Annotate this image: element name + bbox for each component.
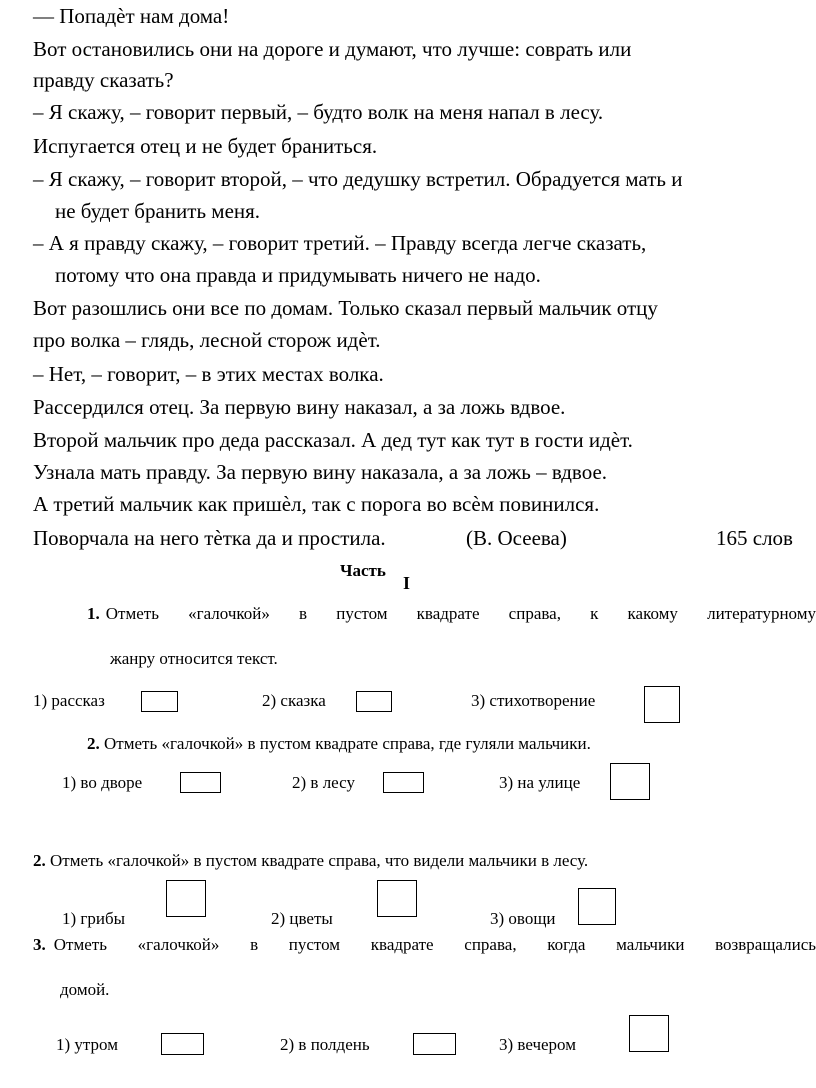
answer-checkbox[interactable] bbox=[356, 691, 392, 712]
story-line: Узнала мать правду. За первую вину наказала, а за ложь – вдвое. bbox=[33, 460, 608, 484]
answer-checkbox[interactable] bbox=[141, 691, 178, 712]
story-line: Испугается отец и не будет браниться. bbox=[33, 134, 378, 158]
question-4-text bbox=[33, 935, 816, 955]
option-label: 2) сказка bbox=[262, 691, 326, 710]
question-text: Отметь «галочкой» в пустом квадрате справа, что видели мальчики в лесу. bbox=[50, 851, 589, 870]
option-label: 3) вечером bbox=[499, 1035, 576, 1054]
story-line: Поворчала на него тѐтка да и простила. bbox=[33, 526, 386, 550]
story-line: не будет бранить меня. bbox=[55, 199, 261, 223]
option-label: 2) в лесу bbox=[292, 773, 355, 792]
option-label: 1) утром bbox=[56, 1035, 118, 1054]
answer-checkbox[interactable] bbox=[377, 880, 417, 917]
answer-checkbox[interactable] bbox=[383, 772, 424, 793]
story-line: – Я скажу, – говорит второй, – что дедушку встретил. Обрадуется мать и bbox=[33, 167, 683, 191]
option-label: 3) стихотворение bbox=[471, 691, 596, 710]
story-line: – Я скажу, – говорит первый, – будто волк на меня напал в лесу. bbox=[33, 100, 604, 124]
story-line: Вот остановились они на дороге и думают, что лучше: соврать или bbox=[33, 37, 632, 61]
answer-checkbox[interactable] bbox=[166, 880, 206, 917]
answer-checkbox[interactable] bbox=[610, 763, 650, 800]
story-line: Вот разошлись они все по домам. Только сказал первый мальчик отцу bbox=[33, 296, 658, 320]
question-1-text-cont: жанру относится текст. bbox=[110, 649, 278, 668]
story-line: правду сказать? bbox=[33, 68, 174, 92]
story-line: потому что она правда и придумывать ничего не надо. bbox=[55, 263, 541, 287]
word-count: 165 слов bbox=[716, 526, 793, 550]
answer-checkbox[interactable] bbox=[161, 1033, 204, 1055]
answer-checkbox[interactable] bbox=[413, 1033, 456, 1055]
story-line: Второй мальчик про деда рассказал. А дед тут как тут в гости идѐт. bbox=[33, 428, 633, 452]
story-line: про волка – глядь, лесной сторож идѐт. bbox=[33, 328, 381, 352]
question-1-text bbox=[87, 604, 816, 624]
story-line: – А я правду скажу, – говорит третий. – Правду всегда легче сказать, bbox=[33, 231, 647, 255]
story-line: А третий мальчик как пришѐл, так с порога во всѐм повинился. bbox=[33, 492, 600, 516]
option-label: 1) рассказ bbox=[33, 691, 105, 710]
story-line: Рассердился отец. За первую вину наказал, а за ложь вдвое. bbox=[33, 395, 566, 419]
answer-checkbox[interactable] bbox=[644, 686, 680, 723]
question-number: 3. bbox=[33, 935, 46, 954]
story-line: — Попадѐт нам дома! bbox=[33, 4, 230, 28]
part-numeral: I bbox=[403, 573, 411, 593]
question-2-text bbox=[87, 734, 591, 754]
option-label: 2) цветы bbox=[271, 909, 333, 928]
answer-checkbox[interactable] bbox=[578, 888, 616, 925]
option-label: 3) овощи bbox=[490, 909, 556, 928]
part-label: Часть bbox=[340, 561, 386, 580]
author: (В. Осеева) bbox=[466, 526, 567, 550]
question-number: 2. bbox=[33, 851, 46, 870]
option-label: 1) грибы bbox=[62, 909, 126, 928]
story-line: – Нет, – говорит, – в этих местах волка. bbox=[33, 362, 384, 386]
option-label: 2) в полдень bbox=[280, 1035, 370, 1054]
question-number: 2. bbox=[87, 734, 100, 753]
question-text: Отметь «галочкой» в пустом квадрате справа, к какому литературному bbox=[105, 604, 816, 623]
question-3-text bbox=[33, 851, 588, 871]
question-4-text-cont: домой. bbox=[60, 980, 110, 999]
answer-checkbox[interactable] bbox=[180, 772, 221, 793]
question-number: 1. bbox=[87, 604, 100, 623]
option-label: 3) на улице bbox=[499, 773, 581, 792]
question-text: Отметь «галочкой» в пустом квадрате справа, когда мальчики возвращались bbox=[53, 935, 816, 954]
answer-checkbox[interactable] bbox=[629, 1015, 669, 1052]
option-label: 1) во дворе bbox=[62, 773, 143, 792]
question-text: Отметь «галочкой» в пустом квадрате справа, где гуляли мальчики. bbox=[104, 734, 591, 753]
